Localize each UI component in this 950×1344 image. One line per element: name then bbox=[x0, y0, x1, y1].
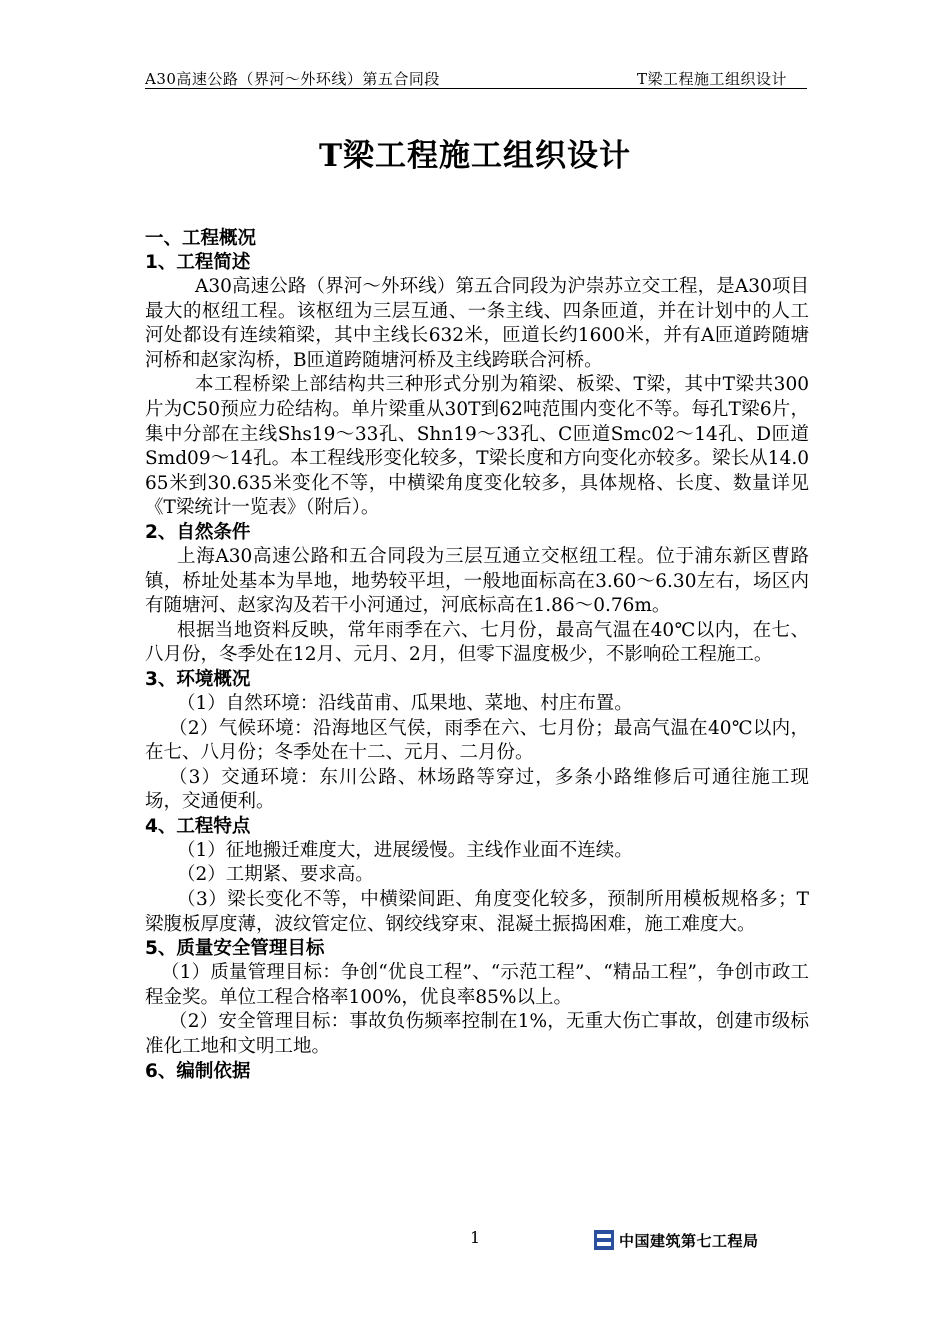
footer-company bbox=[594, 1228, 759, 1252]
header-project-name: A30高速公路（界河～外环线）第五合同段 bbox=[145, 70, 440, 88]
paragraph-features-3: （3）梁长变化不等，中横梁间距、角度变化较多，预制所用模板规格多；T梁腹板厚度薄，波纹管定位、钢绞线穿束、混凝土振捣困难，施工难度大。 bbox=[145, 889, 809, 935]
section-heading-overview: 一、工程概况 bbox=[145, 228, 257, 249]
header-document-title: T梁工程施工组织设计 bbox=[636, 70, 787, 88]
subsection-heading-brief: 1、工程简述 bbox=[145, 252, 251, 273]
subsection-heading-natural-conditions: 2、自然条件 bbox=[145, 521, 251, 543]
paragraph-brief-2: 本工程桥梁上部结构共三种形式分别为箱梁、板梁、T梁，其中T梁共300片为C50预应力砼结构。单片梁重从30T到62吨范围内变化不等。每孔T梁6片，集中分部在主线Shs19～33孔、Shn19～33孔、C匝道Smc02～14孔、D匝道Smd09～14孔。本工程线形变化较多，T梁长度和方向变化亦较多。梁长从14.065米到30.635米变化不等，中横梁角度变化较多，具体规格、长度、数量详见《T梁统计一览表》（附后）。 bbox=[145, 374, 809, 519]
paragraph-environment-3: （3）交通环境：东川公路、林场路等穿过，多条小路维修后可通往施工现场，交通便利。 bbox=[145, 766, 809, 813]
subsection-heading-basis: 6、编制依据 bbox=[145, 1060, 251, 1082]
company-name: 中国建筑第七工程局 bbox=[619, 1231, 759, 1250]
page-number: 1 bbox=[470, 1228, 481, 1247]
paragraph-brief-1: A30高速公路（界河～外环线）第五合同段为沪崇苏立交工程，是A30项目最大的枢纽工程。该枢纽为三层互通、一条主线、四条匝道，并在计划中的人工河处都设有连续箱梁，其中主线长632米，匝道长约1600米，并有A匝道跨随塘河桥和赵家沟桥，B匝道跨随塘河桥及主线跨联合河桥。 bbox=[145, 276, 809, 371]
subsection-heading-features: 4、工程特点 bbox=[145, 815, 251, 837]
document-body bbox=[145, 227, 809, 1084]
paragraph-environment-2: （2）气候环境：沿海地区气侯，雨季在六、七月份；最高气温在40℃以内，在七、八月份；冬季处在十二、元月、二月份。 bbox=[145, 717, 809, 764]
subsection-heading-environment: 3、环境概况 bbox=[145, 668, 251, 690]
cscec-logo-icon bbox=[594, 1230, 614, 1250]
paragraph-features-2: （2）工期紧、要求高。 bbox=[177, 864, 374, 886]
document-title: T梁工程施工组织设计 bbox=[318, 138, 632, 174]
paragraph-environment-1: （1）自然环境：沿线苗甫、瓜果地、菜地、村庄布置。 bbox=[177, 692, 633, 714]
subsection-heading-quality-safety: 5、质量安全管理目标 bbox=[145, 938, 325, 960]
paragraph-natural-1: 上海A30高速公路和五合同段为三层互通立交枢纽工程。位于浦东新区曹路镇，桥址处基本为旱地，地势较平坦，一般地面标高在3.60～6.30左右，场区内有随塘河、赵家沟及若干小河通过，河底标高在1.86～0.76m。 bbox=[145, 545, 809, 617]
page-header bbox=[145, 66, 807, 89]
paragraph-quality-target: （1）质量管理目标：争创“优良工程”、“示范工程”、“精品工程”，争创市政工程金奖。单位工程合格率100%，优良率85%以上。 bbox=[145, 962, 809, 1008]
paragraph-natural-2: 根据当地资料反映，常年雨季在六、七月份，最高气温在40℃以内，在七、八月份，冬季处在12月、元月、2月，但零下温度极少，不影响砼工程施工。 bbox=[145, 619, 809, 666]
paragraph-safety-target: （2）安全管理目标：事故负伤频率控制在1%，无重大伤亡事故，创建市级标准化工地和文明工地。 bbox=[145, 1011, 809, 1058]
paragraph-features-1: （1）征地搬迁难度大，进展缓慢。主线作业面不连续。 bbox=[177, 839, 633, 861]
